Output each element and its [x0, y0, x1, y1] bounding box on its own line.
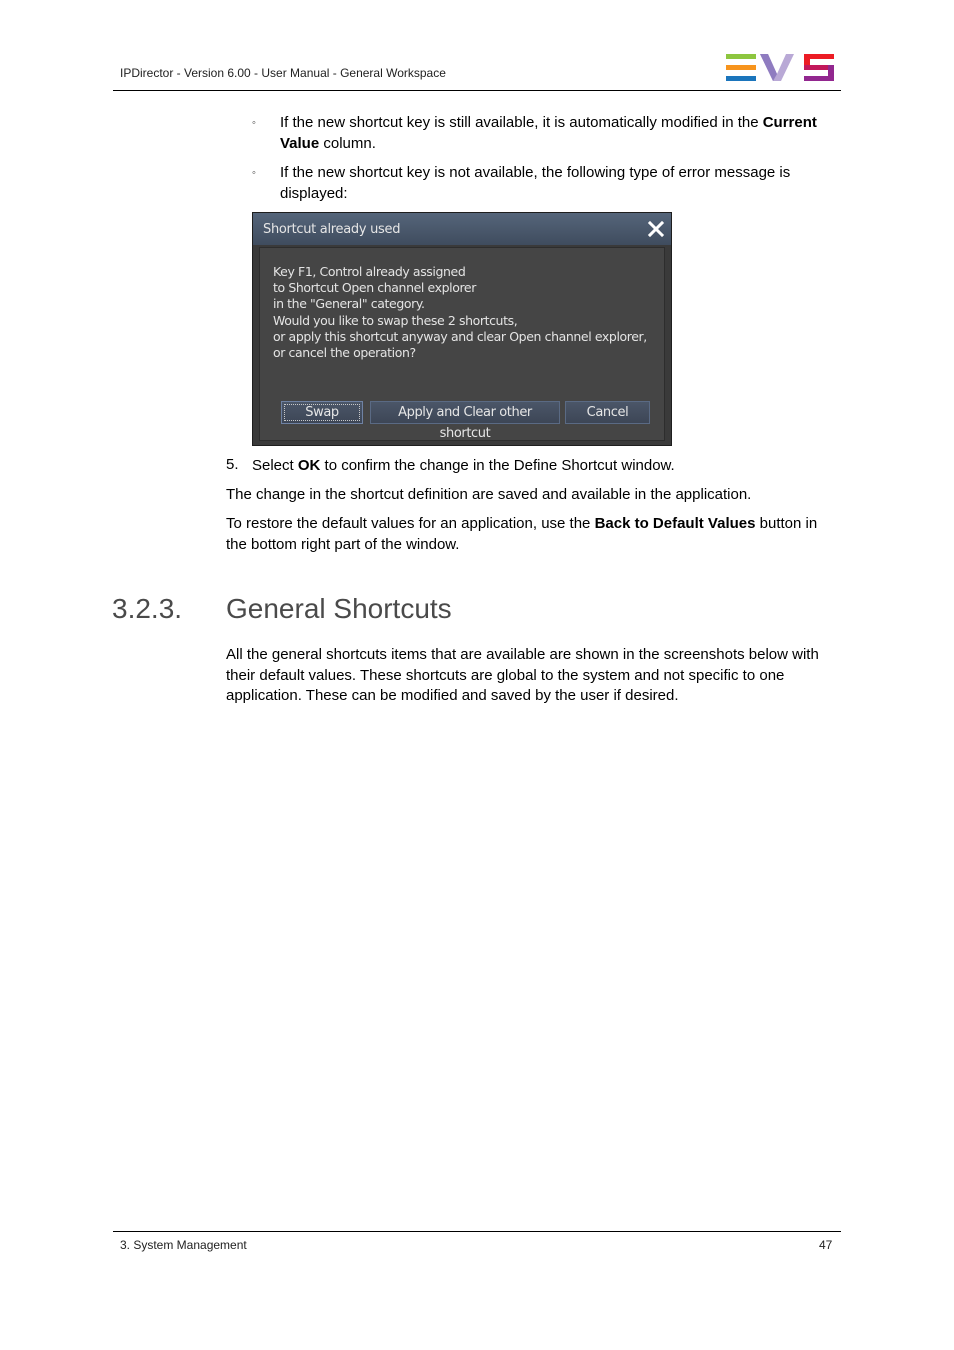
- cancel-button[interactable]: Cancel: [565, 401, 650, 424]
- section-title: General Shortcuts: [226, 593, 452, 624]
- page-number: 47: [819, 1238, 833, 1252]
- shortcut-conflict-dialog: [252, 212, 672, 446]
- close-icon[interactable]: [647, 220, 665, 238]
- evs-logo: [726, 54, 834, 82]
- section-number: 3.2.3.: [112, 593, 183, 624]
- dialog-title: Shortcut already used: [263, 222, 401, 237]
- section-body: All the general shortcuts items that are available are shown in the screenshots below with their default values. These shortcuts are global to the system and not specific to one application. These can be modified and saved by the user if desired.: [226, 646, 819, 704]
- step-number: 5.: [226, 456, 239, 473]
- dialog-message: Key F1, Control already assigned to Shortcut Open channel explorer in the "General" category. Would you like to swap these 2 shortcuts, or apply this shortcut anyway and clear Open channel explorer, or cancel the operation?: [273, 264, 647, 361]
- paragraph-saved: The change in the shortcut definition are saved and available in the application.: [226, 486, 752, 503]
- dialog-titlebar: [253, 213, 671, 245]
- bullet-item: If the new shortcut key is still available, it is automatically modified in the Current Value column.: [280, 114, 817, 152]
- footer-chapter: 3. System Management: [120, 1238, 247, 1252]
- step-text: Select OK to confirm the change in the Define Shortcut window.: [252, 457, 675, 474]
- bullet-marker: ◦: [252, 167, 256, 179]
- paragraph-restore: To restore the default values for an application, use the Back to Default Values button in the bottom right part of the window.: [226, 515, 818, 553]
- header-rule: [113, 90, 841, 91]
- bullet-marker: ◦: [252, 117, 256, 129]
- apply-and-clear-button[interactable]: Apply and Clear other shortcut: [370, 401, 560, 424]
- swap-button[interactable]: Swap: [281, 401, 363, 424]
- header-title: IPDirector - Version 6.00 - User Manual - General Workspace: [120, 66, 446, 80]
- bullet-item: If the new shortcut key is not available, the following type of error message is displayed:: [280, 164, 791, 202]
- footer-rule: [113, 1231, 841, 1232]
